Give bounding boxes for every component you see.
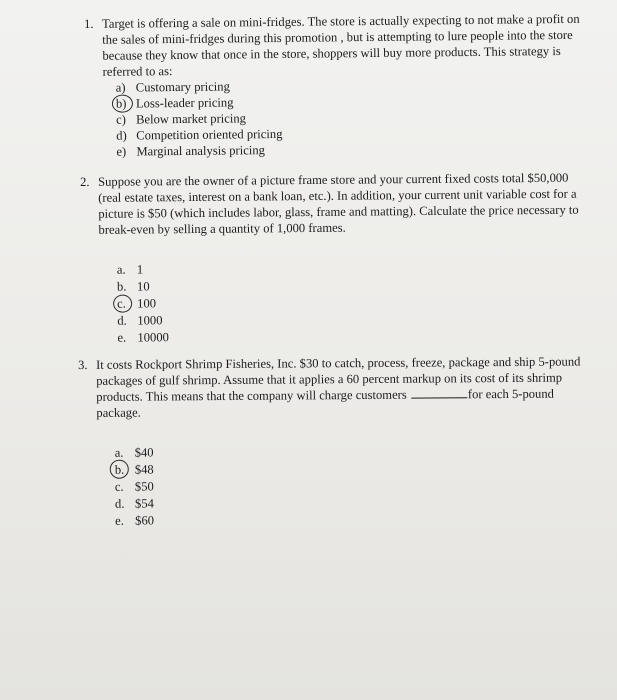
option-text: Marginal analysis pricing [136,143,265,159]
question-3-text-before-blank: It costs Rockport Shrimp Fisheries, Inc. $30 to catch, process, freeze, package and ship 5-pound packages of gulf shrimp. Assume that it applies a 60 percent markup on its cost of its shrimp products. This means that the company will charge customers [96,354,581,404]
option-letter: c. [114,479,124,494]
question-1-options [116,75,586,160]
question-1 [84,11,585,160]
option-letter: d) [116,128,127,143]
option-text: $54 [134,496,154,511]
option-text: Loss-leader pricing [135,95,234,111]
option-text: $50 [134,479,154,494]
question-3 [78,353,591,530]
option-text: Customary pricing [135,79,230,95]
question-3-options [115,441,592,529]
option-text: 1000 [137,313,163,328]
option-letter: a. [114,445,124,460]
option-letter: c) [116,112,126,127]
question-2-stem [80,170,591,238]
question-3-text [96,353,590,420]
option-letter: b. [114,462,125,477]
option-text: 1 [136,262,144,277]
option-letter: b. [116,279,127,294]
option-letter: e. [115,513,124,528]
option-letter: a) [115,80,126,95]
option-letter: d. [117,313,127,328]
answer-blank [411,386,467,398]
question-2-option-e [117,326,591,347]
question-2 [80,170,591,347]
option-letter: e. [117,330,127,345]
question-3-stem [78,353,590,421]
option-text: 10000 [137,330,169,345]
question-2-text: Suppose you are the owner of a picture frame store and your current fixed costs total $50,000 (real estate taxes, interest on a bank loan, etc.). In addition, your current unit variable cost for a picture is $50 (which includes labor, glass, frame and matting). Calculate the price necessary to break-even by selling a quantity of 1,000 frames. [98,170,579,237]
question-2-number: 2. [80,174,90,189]
question-3-text-after-blank: for each 5-pound package. [96,386,554,420]
question-3-number: 3. [78,357,88,372]
question-2-options [117,258,592,347]
option-text: Competition oriented pricing [136,126,283,143]
option-text: $60 [135,513,155,528]
option-letter: e) [116,144,127,159]
question-1-number: 1. [84,16,94,31]
option-text: 10 [136,279,150,294]
option-letter: b) [115,96,127,111]
question-1-stem [84,11,585,80]
question-3-option-e [115,509,591,529]
option-letter: c. [117,296,126,311]
option-letter: a. [116,262,126,277]
question-1-text: Target is offering a sale on mini-fridges. The store is actually expecting to not make a profit on the sales of mini-fridges during this promotion , but is attempting to lure people into the store because they know that once in the store, shoppers will buy more products. This strategy is referred to as: [102,11,580,79]
option-text: $48 [134,462,154,477]
option-text: $40 [134,445,154,460]
option-text: 100 [137,296,157,311]
option-letter: d. [114,496,125,511]
option-text: Below market pricing [136,111,246,127]
